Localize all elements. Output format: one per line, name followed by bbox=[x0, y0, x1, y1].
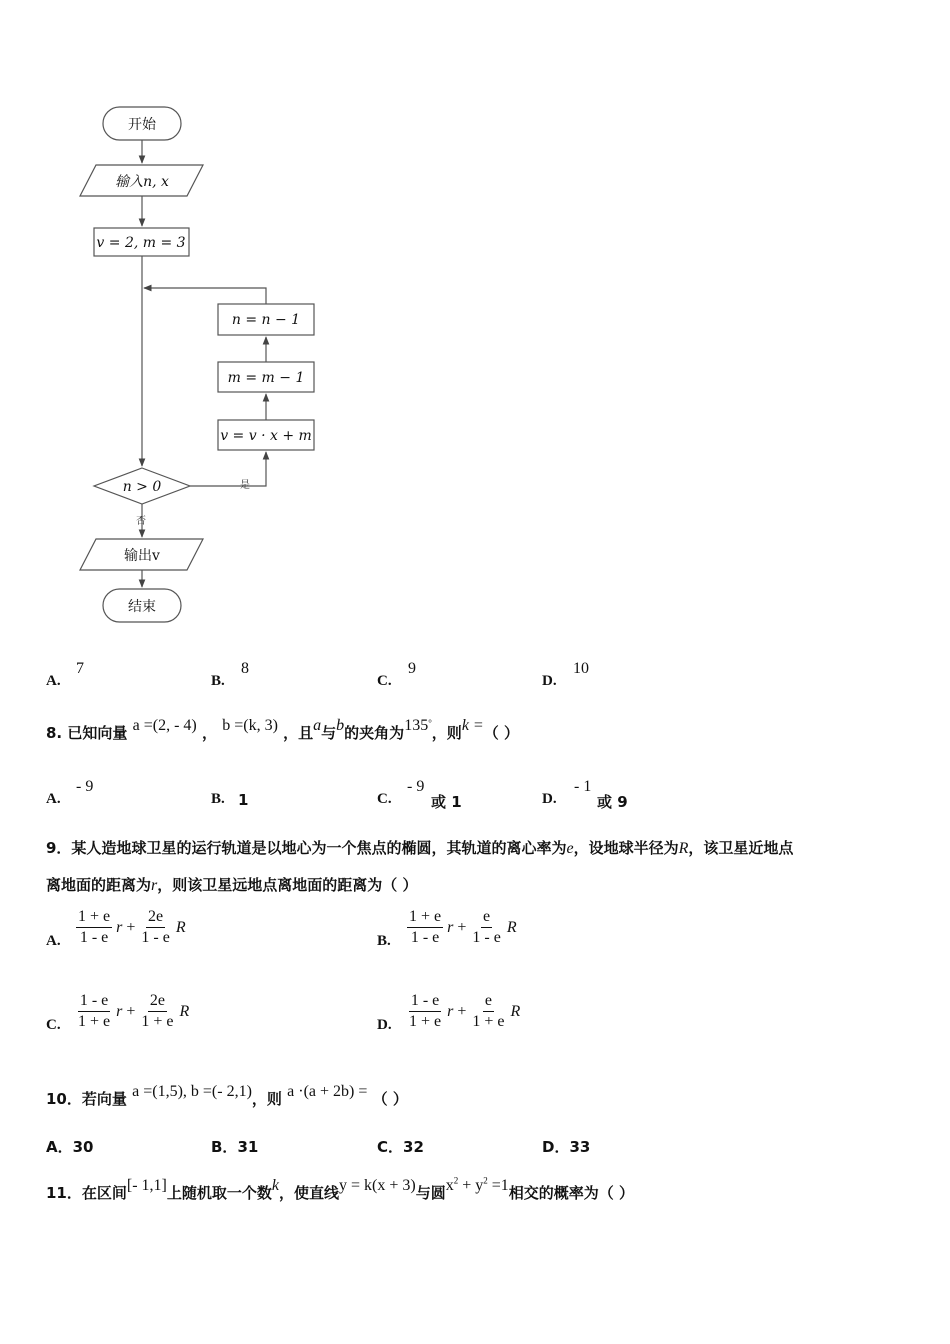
q10-text: 10．若向量 bbox=[46, 1090, 127, 1108]
q11-text: 与圆 bbox=[415, 1184, 446, 1202]
option-letter: C. bbox=[377, 673, 392, 689]
option-value-text: 或 9 bbox=[597, 793, 628, 811]
q8-text: （ ） bbox=[483, 724, 519, 742]
flow-start-label: 开始 bbox=[128, 117, 156, 133]
option-letter: A. bbox=[46, 673, 61, 689]
q9-text: 离地面的距离为 bbox=[46, 876, 152, 894]
q9-math: e bbox=[566, 840, 574, 857]
q9-math: r bbox=[151, 877, 158, 894]
option-letter: C. bbox=[46, 1017, 61, 1033]
q7-option-d[interactable] bbox=[542, 660, 692, 694]
variable: R bbox=[506, 918, 517, 936]
operator: + bbox=[457, 918, 467, 936]
q9-option-b[interactable] bbox=[377, 907, 677, 957]
option-value-text: 或 1 bbox=[431, 793, 462, 811]
q8-stem bbox=[46, 717, 519, 743]
q9-text: ，该卫星近地点 bbox=[688, 839, 794, 857]
q8-text: 的夹角为 bbox=[344, 724, 405, 742]
flow-step-n-label: n = n − 1 bbox=[231, 312, 301, 328]
flow-condition-label: n > 0 bbox=[122, 479, 162, 495]
q11-math: y = k(x + 3) bbox=[339, 1177, 416, 1194]
q7-option-c[interactable] bbox=[377, 660, 527, 694]
fraction: $\frac{2e}{1 + e}$ bbox=[141, 992, 174, 1030]
q11-text: 相交的概率为（ ） bbox=[508, 1184, 635, 1202]
q8-math: a bbox=[313, 717, 322, 734]
option-letter: B． bbox=[211, 1138, 238, 1156]
q11-text: ，使直线 bbox=[278, 1184, 339, 1202]
variable: r bbox=[116, 1002, 123, 1020]
variable: R bbox=[175, 918, 186, 936]
q8-option-d[interactable] bbox=[542, 778, 692, 812]
option-value: - 9 bbox=[76, 778, 94, 795]
q11-stem bbox=[46, 1175, 635, 1203]
q8-option-a[interactable] bbox=[46, 778, 196, 812]
q10-option-a[interactable] bbox=[46, 1136, 196, 1158]
option-value-math: - 1 bbox=[574, 778, 592, 795]
q10-text: （ ） bbox=[372, 1090, 408, 1108]
q11-math: [- 1,1] bbox=[126, 1177, 167, 1194]
fraction: $\frac{e}{1 + e}$ bbox=[472, 992, 505, 1030]
q9-text: ，设地球半径为 bbox=[573, 839, 679, 857]
flowchart bbox=[0, 0, 950, 640]
option-letter: D. bbox=[542, 673, 557, 689]
fraction: $\frac{2e}{1 - e}$ bbox=[141, 908, 170, 946]
q8-option-b[interactable] bbox=[211, 778, 361, 812]
variable: r bbox=[447, 918, 454, 936]
option-value: 31 bbox=[237, 1138, 259, 1156]
option-letter: B. bbox=[377, 933, 391, 949]
q7-option-b[interactable] bbox=[211, 660, 361, 694]
q8-math: b bbox=[336, 717, 345, 734]
operator: + bbox=[126, 1002, 136, 1020]
fraction: $\frac{1 + e}{1 - e}$ bbox=[78, 908, 111, 946]
q8-math: 135 bbox=[404, 717, 429, 734]
q11-text: 上随机取一个数 bbox=[166, 1184, 272, 1202]
q8-text: ，则 bbox=[431, 724, 462, 742]
fraction: $\frac{e}{1 - e}$ bbox=[472, 908, 501, 946]
q9-option-a[interactable] bbox=[46, 907, 346, 957]
variable: R bbox=[510, 1002, 521, 1020]
q7-option-a[interactable] bbox=[46, 660, 196, 694]
option-value: 30 bbox=[72, 1138, 94, 1156]
q8-degree: ° bbox=[428, 718, 432, 728]
q8-math: b =(k, 3) bbox=[222, 717, 278, 734]
q9-option-d[interactable] bbox=[377, 991, 677, 1041]
operator: + bbox=[126, 918, 136, 936]
q10-option-d[interactable] bbox=[542, 1136, 692, 1158]
flow-step-m-label: m = m − 1 bbox=[227, 370, 305, 386]
q8-text: 已知向量 bbox=[67, 724, 128, 742]
option-value: 9 bbox=[408, 660, 416, 677]
q9-text: ，则该卫星远地点离地面的距离为（ ） bbox=[157, 876, 418, 894]
q10-stem bbox=[46, 1083, 408, 1109]
q11-math: k bbox=[271, 1177, 279, 1194]
q8-math: k = bbox=[461, 717, 484, 734]
q10-option-c[interactable] bbox=[377, 1136, 527, 1158]
variable: r bbox=[447, 1002, 454, 1020]
flow-input-label: 输入n, x bbox=[115, 174, 169, 190]
q10-math: a =(1,5), b =(- 2,1) bbox=[132, 1083, 252, 1100]
q10-text: ，则 bbox=[251, 1090, 282, 1108]
flow-yes-label: 是 bbox=[240, 480, 250, 491]
option-letter: D. bbox=[542, 791, 557, 807]
q8-text: 与 bbox=[321, 724, 337, 742]
q9-option-c[interactable] bbox=[46, 991, 346, 1041]
option-letter: C． bbox=[377, 1138, 404, 1156]
q9-stem-line2 bbox=[46, 874, 417, 895]
option-letter: B. bbox=[211, 673, 225, 689]
option-letter: B. bbox=[211, 791, 225, 807]
option-value: 1 bbox=[238, 791, 249, 809]
operator: + bbox=[457, 1002, 467, 1020]
q9-stem-line1 bbox=[46, 837, 793, 858]
q8-option-c[interactable] bbox=[377, 778, 527, 812]
q8-text: ， bbox=[201, 724, 217, 742]
flow-init-label: v = 2, m = 3 bbox=[96, 235, 186, 251]
option-letter: A. bbox=[46, 933, 61, 949]
flow-step-v-label: v = v · x + m bbox=[220, 428, 312, 444]
flow-output-label: 输出v bbox=[124, 548, 160, 564]
option-letter: C. bbox=[377, 791, 392, 807]
variable: R bbox=[179, 1002, 190, 1020]
option-letter: D. bbox=[377, 1017, 392, 1033]
option-letter: A. bbox=[46, 791, 61, 807]
q8-number: 8. bbox=[46, 724, 63, 742]
fraction: $\frac{1 - e}{1 + e}$ bbox=[409, 992, 442, 1030]
fraction: $\frac{1 + e}{1 - e}$ bbox=[409, 908, 442, 946]
option-value: 7 bbox=[76, 660, 84, 677]
q11-text: 11．在区间 bbox=[46, 1184, 127, 1202]
option-value-math: - 9 bbox=[407, 778, 425, 795]
flow-end-label: 结束 bbox=[128, 599, 156, 615]
option-letter: A． bbox=[46, 1138, 73, 1156]
q9-math: R bbox=[678, 840, 689, 857]
q9-text: 9．某人造地球卫星的运行轨道是以地心为一个焦点的椭圆，其轨道的离心率为 bbox=[46, 839, 567, 857]
option-value: 10 bbox=[573, 660, 589, 677]
variable: r bbox=[116, 918, 123, 936]
q11-math: $x^2 + y^2 =1$ bbox=[445, 1175, 509, 1194]
q10-option-b[interactable] bbox=[211, 1136, 361, 1158]
flow-no-label: 否 bbox=[136, 516, 146, 527]
option-value: 8 bbox=[241, 660, 249, 677]
q10-math: a ·(a + 2b) = bbox=[287, 1083, 368, 1100]
option-letter: D． bbox=[542, 1138, 570, 1156]
option-value: 32 bbox=[403, 1138, 424, 1156]
q8-math: a =(2, - 4) bbox=[132, 717, 197, 734]
option-value: 33 bbox=[569, 1138, 591, 1156]
fraction: $\frac{1 - e}{1 + e}$ bbox=[78, 992, 111, 1030]
q8-text: ，且 bbox=[283, 724, 314, 742]
